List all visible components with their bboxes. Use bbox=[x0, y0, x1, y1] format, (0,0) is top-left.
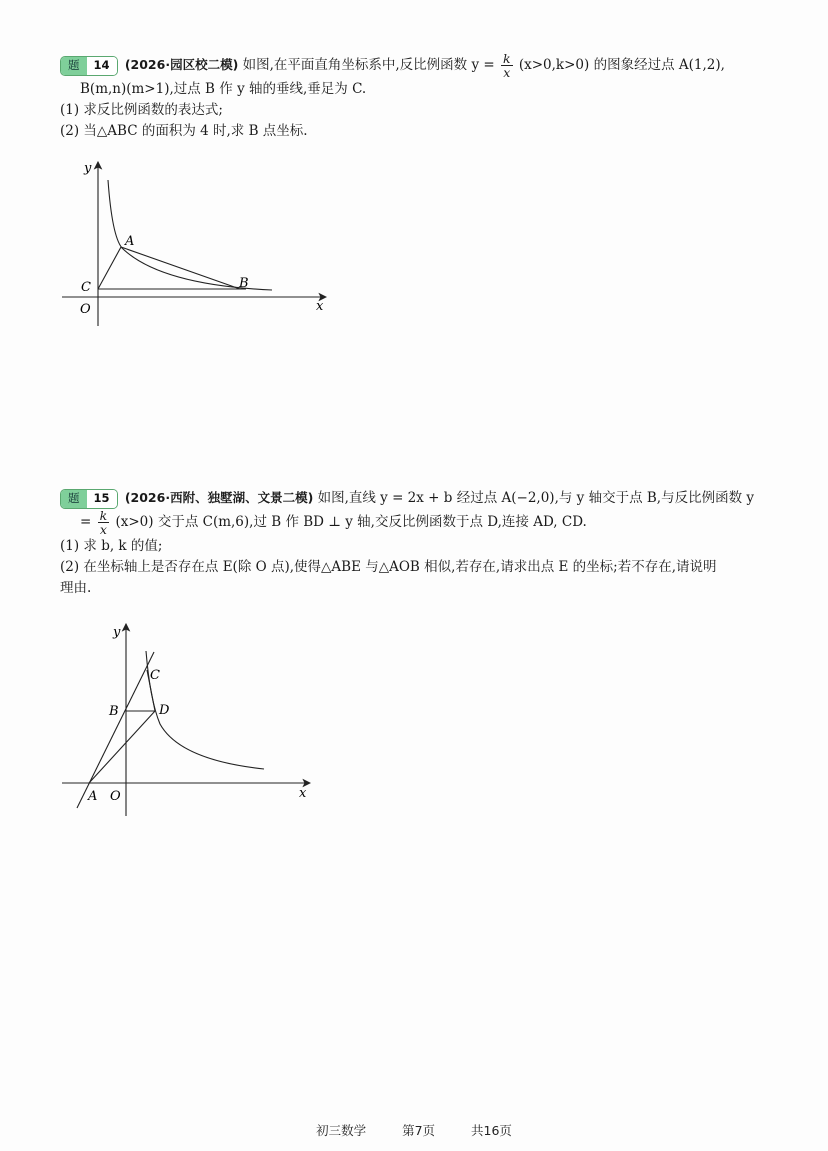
p15-line-ac bbox=[77, 652, 154, 808]
p14-label-o: O bbox=[80, 302, 91, 317]
page-footer bbox=[0, 1121, 828, 1139]
problem-14-intro-b: (x>0,k>0) 的图象经过点 A(1,2), bbox=[518, 57, 725, 74]
problem-14-source: (2026·园区校二模) bbox=[124, 57, 239, 73]
p14-label-y: y bbox=[84, 161, 92, 176]
p15-label-b: B bbox=[109, 704, 119, 719]
problem-14-intro-a: 如图,在平面直角坐标系中,反比例函数 y = bbox=[242, 57, 495, 74]
p15-label-y: y bbox=[113, 625, 121, 640]
p15-line-ad bbox=[89, 711, 155, 783]
problem-15-q1: (1) 求 b, k 的值; bbox=[60, 538, 163, 555]
footer-total: 共16页 bbox=[471, 1123, 512, 1138]
problem-14-q1: (1) 求反比例函数的表达式; bbox=[60, 102, 223, 119]
problem-14-fraction: $\frac{k}{x}$ bbox=[502, 51, 511, 81]
problem-14-q2: (2) 当△ABC 的面积为 4 时,求 B 点坐标. bbox=[60, 123, 308, 140]
problem-15-q2: (2) 在坐标轴上是否存在点 E(除 O 点),使得△ABE 与△AOB 相似,若存在,请求出点 E 的坐标;若不存在,请说明 bbox=[60, 559, 717, 576]
problem-15-source: (2026·西附、独墅湖、文景二模) bbox=[124, 490, 314, 505]
p15-label-d: D bbox=[159, 703, 170, 718]
problem-15-intro: 如图,直线 y = 2x + b 经过点 A(−2,0),与 y 轴交于点 B,与反比例函数 y bbox=[317, 490, 754, 506]
problem-15-line2: = $\frac{k}{x}$ (x>0) 交于点 C(m,6),过 B 作 BD ⊥ y 轴,交反比例函数于点 D,连接 AD, CD. bbox=[80, 507, 587, 538]
p14-label-x: x bbox=[316, 299, 324, 314]
problem-14-number: 14 bbox=[87, 57, 117, 75]
p15-label-c: C bbox=[150, 668, 160, 683]
p14-label-a: A bbox=[125, 234, 135, 249]
problem-14-badge: 题 14 bbox=[60, 56, 118, 76]
p15-label-o: O bbox=[110, 789, 121, 804]
p14-label-b: B bbox=[239, 276, 249, 291]
problem-15-fraction: $\frac{k}{x}$ bbox=[99, 507, 108, 538]
footer-page: 第7页 bbox=[402, 1123, 436, 1138]
problem-15-q2-cont: 理由. bbox=[60, 580, 92, 597]
problem-15-badge: 题 15 bbox=[60, 489, 118, 509]
problem-14-line2: B(m,n)(m>1),过点 B 作 y 轴的垂线,垂足为 C. bbox=[80, 81, 367, 98]
p14-label-c: C bbox=[81, 280, 91, 295]
footer-subject: 初三数学 bbox=[316, 1123, 367, 1138]
problem-15-number: 15 bbox=[87, 490, 117, 508]
p15-label-x: x bbox=[299, 786, 307, 801]
p15-label-a: A bbox=[88, 789, 98, 804]
